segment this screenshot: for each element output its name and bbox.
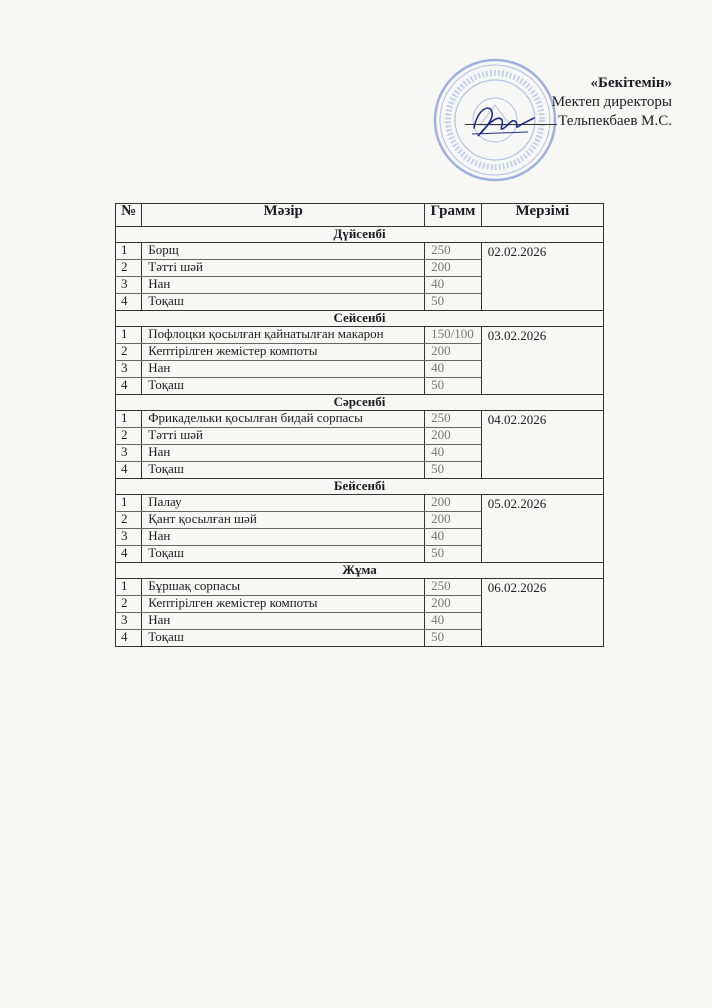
day-header-row [116, 227, 604, 243]
item-gram: 40 [425, 361, 482, 378]
item-number: 1 [116, 579, 142, 596]
item-date: 05.02.2026 [481, 495, 603, 563]
item-dish: Фрикадельки қосылған бидай сорпасы [142, 411, 425, 428]
item-dish: Пофлоцки қосылған қайнатылған макарон [142, 327, 425, 344]
item-number: 3 [116, 277, 142, 294]
item-dish: Нан [142, 613, 425, 630]
item-gram: 200 [425, 344, 482, 361]
item-gram: 200 [425, 512, 482, 529]
item-gram: 250 [425, 411, 482, 428]
item-gram: 50 [425, 294, 482, 311]
table-row [116, 327, 604, 344]
day-header-row [116, 311, 604, 327]
menu-table [115, 203, 604, 647]
item-date: 06.02.2026 [481, 579, 603, 647]
item-dish: Палау [142, 495, 425, 512]
item-number: 3 [116, 445, 142, 462]
item-gram: 250 [425, 243, 482, 260]
item-number: 3 [116, 529, 142, 546]
item-dish: Тоқаш [142, 294, 425, 311]
header-gram: Грамм [425, 204, 482, 227]
day-name: Бейсенбі [116, 479, 604, 495]
table-header-row [116, 204, 604, 227]
item-dish: Нан [142, 445, 425, 462]
item-date: 04.02.2026 [481, 411, 603, 479]
day-name: Сәрсенбі [116, 395, 604, 411]
item-gram: 50 [425, 378, 482, 395]
day-name: Дүйсенбі [116, 227, 604, 243]
item-number: 1 [116, 495, 142, 512]
item-number: 3 [116, 361, 142, 378]
day-header-row [116, 563, 604, 579]
item-dish: Бұршақ сорпасы [142, 579, 425, 596]
item-dish: Кептірілген жемістер компоты [142, 596, 425, 613]
item-gram: 40 [425, 529, 482, 546]
item-number: 2 [116, 428, 142, 445]
item-number: 3 [116, 613, 142, 630]
item-number: 1 [116, 243, 142, 260]
item-gram: 200 [425, 596, 482, 613]
director-signature [468, 98, 538, 142]
item-date: 02.02.2026 [481, 243, 603, 311]
table-row [116, 579, 604, 596]
item-gram: 250 [425, 579, 482, 596]
table-row [116, 243, 604, 260]
item-number: 2 [116, 512, 142, 529]
item-dish: Тоқаш [142, 378, 425, 395]
item-number: 4 [116, 294, 142, 311]
item-dish: Қант қосылған шәй [142, 512, 425, 529]
item-gram: 40 [425, 445, 482, 462]
item-gram: 200 [425, 260, 482, 277]
item-dish: Тоқаш [142, 546, 425, 563]
item-number: 4 [116, 378, 142, 395]
table-row [116, 411, 604, 428]
header-date: Мерзімі [481, 204, 603, 227]
item-dish: Тәтті шәй [142, 260, 425, 277]
item-dish: Борщ [142, 243, 425, 260]
item-gram: 40 [425, 277, 482, 294]
item-gram: 200 [425, 428, 482, 445]
header-menu: Мәзір [142, 204, 425, 227]
item-dish: Тоқаш [142, 462, 425, 479]
item-dish: Нан [142, 277, 425, 294]
item-gram: 50 [425, 546, 482, 563]
approval-title: «Бекітемін» [590, 75, 672, 91]
day-header-row [116, 479, 604, 495]
item-dish: Тәтті шәй [142, 428, 425, 445]
day-name: Сейсенбі [116, 311, 604, 327]
item-number: 2 [116, 260, 142, 277]
header-number: № [116, 204, 142, 227]
item-dish: Тоқаш [142, 630, 425, 647]
item-date: 03.02.2026 [481, 327, 603, 395]
item-gram: 200 [425, 495, 482, 512]
item-gram: 150/100 [425, 327, 482, 344]
director-name: Тельпекбаев М.С. [558, 113, 672, 129]
item-dish: Нан [142, 361, 425, 378]
item-dish: Нан [142, 529, 425, 546]
day-header-row [116, 395, 604, 411]
item-gram: 40 [425, 613, 482, 630]
item-number: 4 [116, 546, 142, 563]
item-number: 2 [116, 344, 142, 361]
director-position: Мектеп директоры [551, 94, 672, 110]
item-gram: 50 [425, 462, 482, 479]
item-number: 1 [116, 411, 142, 428]
table-row [116, 495, 604, 512]
item-number: 2 [116, 596, 142, 613]
item-number: 4 [116, 462, 142, 479]
item-dish: Кептірілген жемістер компоты [142, 344, 425, 361]
item-number: 1 [116, 327, 142, 344]
item-number: 4 [116, 630, 142, 647]
day-name: Жұма [116, 563, 604, 579]
item-gram: 50 [425, 630, 482, 647]
